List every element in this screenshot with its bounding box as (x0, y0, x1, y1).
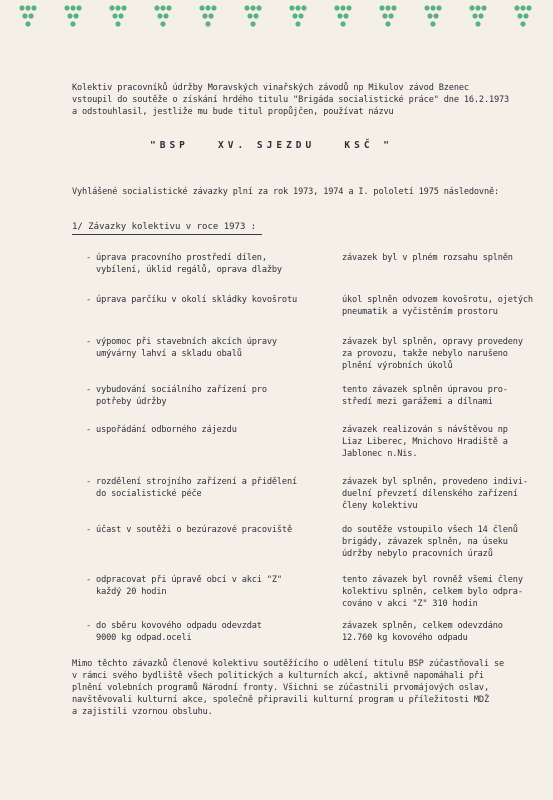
decorative-dot (64, 5, 69, 10)
decorative-dot (469, 5, 474, 10)
commitment-result: tento závazek splněn úpravou pro- středí mezi garážemi a dílnami (342, 385, 508, 407)
decorative-dot (115, 5, 120, 10)
commitment-result: do soutěže vstoupilo všech 14 členů brigády, závazek splněn, na úseku údržby nebylo pracovních úrazů (342, 525, 518, 559)
commitment-result: úkol splněn odvozem kovošrotu, ojetých pneumatik a vyčistěním prostoru (342, 295, 533, 317)
decorative-dot (520, 5, 525, 10)
commitment-result: závazek byl splněn, opravy provedeny za provozu, takže nebylo narušeno plnění výrobních úkolů (342, 337, 523, 371)
brigade-title: "BSP XV. SJEZDU KSČ " (150, 140, 393, 151)
decorative-dot (388, 13, 393, 18)
decorative-dot (340, 5, 345, 10)
decorative-dot (19, 5, 24, 10)
decorative-dot (430, 21, 435, 26)
decorative-dot (430, 5, 435, 10)
decorative-dot (199, 5, 204, 10)
decorative-dot (250, 21, 255, 26)
decorative-dot (298, 13, 303, 18)
decorative-dot (433, 13, 438, 18)
decorative-dot (115, 21, 120, 26)
decorative-dot (385, 5, 390, 10)
commitment-task: - rozdělení strojního zařízení a přidělení do socialistické péče (86, 477, 298, 499)
decorative-dot (295, 5, 300, 10)
decorative-dot (337, 13, 342, 18)
decorative-dot (295, 21, 300, 26)
decorative-dot (154, 5, 159, 10)
decorative-dot (379, 5, 384, 10)
decorative-dot (340, 21, 345, 26)
commitment-task: - uspořádání odborného zájezdu (86, 425, 237, 435)
decorative-dot (427, 13, 432, 18)
decorative-dot (73, 13, 78, 18)
commitment-result: závazek byl splněn, provedeno indivi- duelní převzetí dílenského zařízení členy kolektivu (342, 477, 528, 511)
decorative-dot (208, 13, 213, 18)
decorative-dot (31, 5, 36, 10)
decorative-dot (478, 13, 483, 18)
decorative-dot (109, 5, 114, 10)
decorative-dot (22, 13, 27, 18)
decorative-dot (424, 5, 429, 10)
decorative-dot (385, 21, 390, 26)
decorative-dot (391, 5, 396, 10)
decorative-dot (70, 21, 75, 26)
decorative-dot (472, 13, 477, 18)
decorative-dot (289, 5, 294, 10)
decorative-dot (523, 13, 528, 18)
commitment-task: - vybudování sociálního zařízení pro potřeby údržby (86, 385, 267, 407)
decorative-dot (121, 5, 126, 10)
decorative-dot (166, 5, 171, 10)
decorative-dot (160, 21, 165, 26)
decorative-dot (118, 13, 123, 18)
decorative-dot (112, 13, 117, 18)
decorative-dot (475, 5, 480, 10)
decorative-dot (205, 5, 210, 10)
decorative-dot (202, 13, 207, 18)
lead-sentence: Vyhlášené socialistické závazky plní za rok 1973, 1974 a I. pololetí 1975 následovně: (72, 187, 500, 197)
decorative-dot (520, 21, 525, 26)
decorative-dot (211, 5, 216, 10)
commitment-task: - úprava parčíku v okolí skládky kovošrotu (86, 295, 298, 305)
decorative-dot (163, 13, 168, 18)
decorative-dot (253, 13, 258, 18)
decorative-dot (334, 5, 339, 10)
decorative-dot (67, 13, 72, 18)
section-heading: 1/ Závazky kolektivu v roce 1973 : (72, 222, 257, 232)
decorative-dot (160, 5, 165, 10)
commitment-task: - účast v soutěži o bezúrazové pracoviště (86, 525, 292, 535)
commitment-result: závazek splněn, celkem odevzdáno 12.760 kg kovového odpadu (342, 621, 503, 643)
commitment-task: - výpomoc při stavebních akcích úpravy umývárny lahví a skladu obalů (86, 337, 277, 359)
commitment-task: - úprava pracovního prostředí dílen, vybílení, úklid regálů, oprava dlažby (86, 253, 282, 275)
decorative-dot (301, 5, 306, 10)
decorative-dot (514, 5, 519, 10)
decorative-dot (70, 5, 75, 10)
decorative-dot (76, 5, 81, 10)
closing-paragraph: Mimo těchto závazků členové kolektivu soutěžícího o udělení titulu BSP zúčastňovali se v rámci svého bydliště všech politických a kulturních akcí, aktivně napomáhali při plnění volebních programů Národní fronty. Všichni se zúčastnili prvomájových oslav, navštěvovali kulturní akce, společně připravili kulturní program u příležitosti MDŽ a zajistili vzornou obsluhu. (72, 659, 505, 717)
commitment-result: závazek byl v plném rozsahu splněn (342, 253, 513, 263)
decorative-dot (28, 13, 33, 18)
decorative-dot (481, 5, 486, 10)
decorative-dot (250, 5, 255, 10)
decorative-dot (292, 13, 297, 18)
decorative-dot (25, 5, 30, 10)
decorative-dot (25, 21, 30, 26)
decorative-dot (475, 21, 480, 26)
decorative-dot (247, 13, 252, 18)
decorative-dot (526, 5, 531, 10)
decorative-dot (517, 13, 522, 18)
decorative-dot (346, 5, 351, 10)
decorative-dot (157, 13, 162, 18)
commitment-result: tento závazek byl rovněž všemi členy kolektivu splněn, celkem bylo odpra- cováno v akci "Z" 310 hodin (342, 575, 523, 609)
decorative-dot (244, 5, 249, 10)
commitment-result: závazek realizován s návštěvou np Liaz Liberec, Mnichovo Hradiště a Jablonec n.Nis. (342, 425, 508, 459)
decorative-dot (256, 5, 261, 10)
decorative-dot (382, 13, 387, 18)
decorative-dot (343, 13, 348, 18)
decorative-dot (436, 5, 441, 10)
decorative-dot-border (0, 0, 553, 40)
intro-paragraph: Kolektiv pracovníků údržby Moravských vinařských závodů np Mikulov závod Bzenec vstoupil do soutěže o získání hrdého titulu "Brigáda socialistické práce" dne 16.2.1973 a odstouhlasil, jestliže mu bude titul propůjčen, používat názvu (72, 83, 510, 117)
section-underline (72, 234, 262, 235)
commitment-task: - odpracovat při úpravě obcí v akci "Z" každý 20 hodin (86, 575, 282, 597)
decorative-dot (205, 21, 210, 26)
commitment-task: - do sběru kovového odpadu odevzdat 9000 kg odpad.oceli (86, 621, 262, 643)
